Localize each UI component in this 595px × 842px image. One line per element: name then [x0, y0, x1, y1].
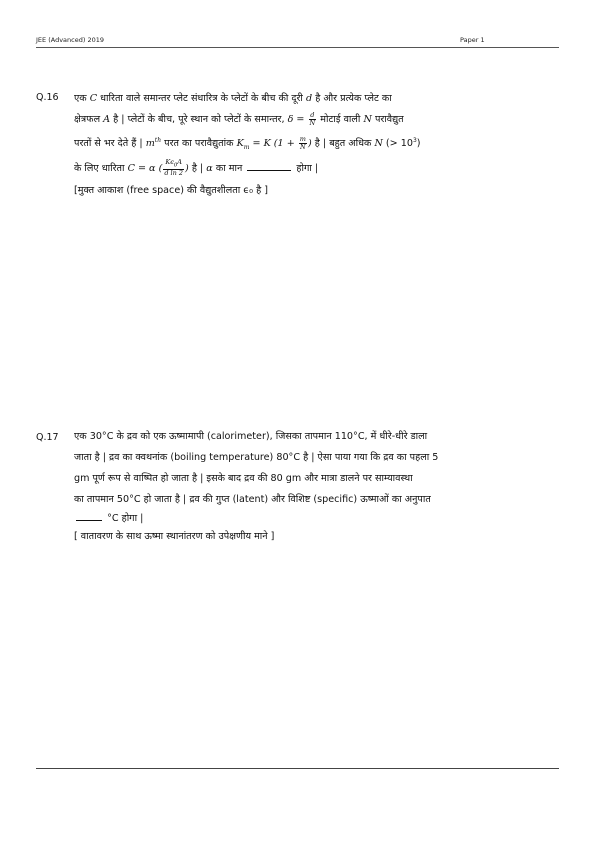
math-C-equals-alpha: C = α (: [127, 163, 163, 175]
answer-blank-q16: [247, 170, 291, 171]
question-16-text: [74, 88, 526, 201]
q17-note: [ वातावरण के साथ ऊष्मा स्थानांतरण को उपेक्षणीय माने ]: [74, 531, 275, 542]
answer-blank-q17: [76, 520, 102, 521]
math-N-gt-1000: N: [374, 138, 383, 150]
q16-line-3: परतों से भर देते हैं | $m^{th}$ परत का परावैद्युतांक $K_m = K$ (1 + $\frac{m}{N}$ ) है | बहुत अधिक N (> $10^3$): [74, 134, 421, 152]
question-17-number: Q.17: [36, 432, 59, 443]
q16-line-1: एक C धारिता वाले समान्तर प्लेट संधारित्र के प्लेटों के बीच की दूरी d है और प्रत्येक प्लेट का: [74, 93, 392, 104]
q17-line-3: gm पूर्ण रूप से वाष्पित हो जाता है | इसके बाद द्रव की 80 gm और मात्रा डालने पर साम्यावस्था: [74, 473, 413, 484]
question-16-number: Q.16: [36, 92, 59, 103]
math-A: A: [103, 114, 111, 125]
math-C: C: [89, 93, 98, 104]
math-N: N: [363, 114, 372, 125]
q17-line-5: °C होगा |: [74, 510, 526, 528]
page-header-left: JEE (Advanced) 2019: [36, 36, 104, 44]
q17-line-2: जाता है | द्रव का क्वथनांक (boiling temperature) 80°C है | ऐसा पाया गया कि द्रव का पहला 5: [74, 452, 439, 463]
footer-rule: [36, 768, 559, 769]
question-17-text: [74, 426, 526, 546]
math-d: d: [305, 93, 313, 104]
math-alpha: α: [206, 163, 213, 175]
math-delta: δ =: [287, 114, 305, 125]
header-rule: [36, 47, 559, 48]
math-m-th: $m^{th}$: [145, 137, 162, 150]
fraction-m-over-N: $\frac{m}{N}$: [299, 134, 306, 151]
fraction-d-over-N: $\frac{d}{N}$: [309, 110, 316, 127]
q16-note: [मुक्त आकाश (free space) की वैद्युतशीलता ϵ₀ है ]: [74, 185, 268, 197]
q17-line-1: एक 30°C के द्रव को एक ऊष्मामापी (calorimeter), जिसका तापमान 110°C, में धीरे-धीरे डाला: [74, 431, 428, 442]
page-header-right: Paper 1: [460, 36, 485, 44]
math-Km-formula: $K_m = K$ (1 +: [236, 138, 298, 152]
q17-line-4: का तापमान 50°C हो जाता है | द्रव की गुप्त (latent) और विशिष्ट (specific) ऊष्माओं का अनुपात: [74, 494, 431, 505]
q16-line-4: के लिए धारिता C = α ( $\frac{K\epsilon_0A}{\text{d ln 2}}$ ) है | α का मान होगा |: [74, 157, 319, 178]
q16-line-2: क्षेत्रफल A है | प्लेटों के बीच, पूरे स्थान को प्लेटों के समान्तर, δ = $\frac{d}{N}$ मोटाई वाली N परावैद्युत: [74, 110, 404, 127]
fraction-K-eps0-A-over-d-ln2: $\frac{K\epsilon_0A}{\text{d ln 2}}$: [164, 157, 184, 178]
